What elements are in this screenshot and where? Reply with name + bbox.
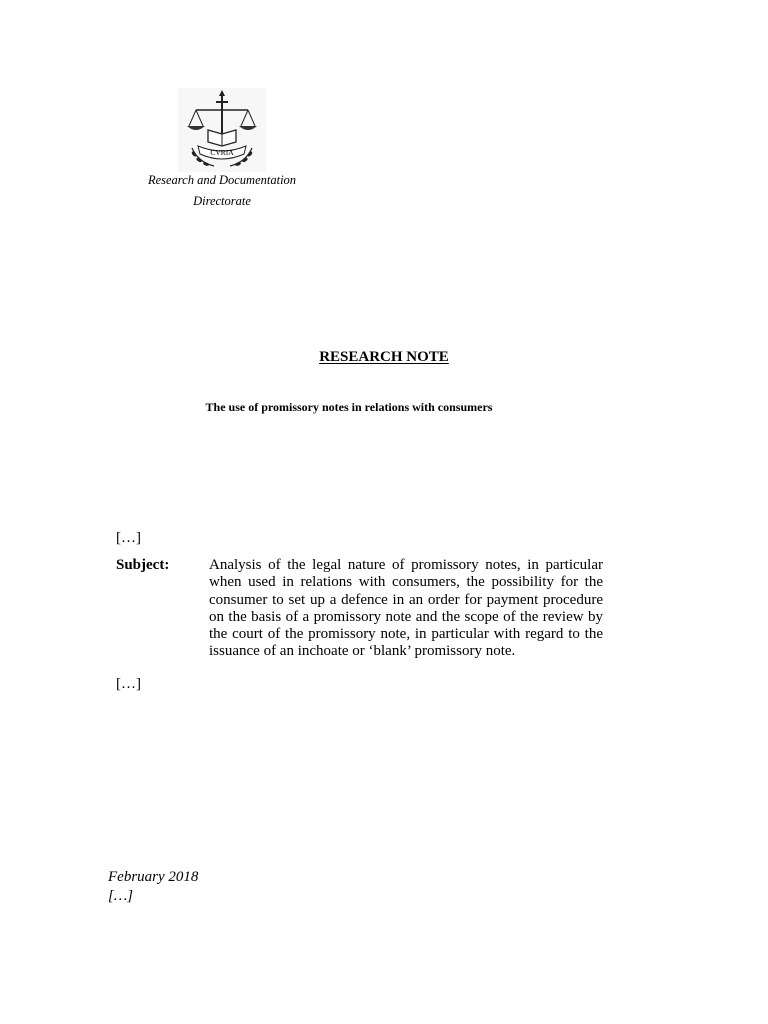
- logo-text: CVRIA: [210, 148, 234, 157]
- document-date: February 2018: [108, 869, 199, 885]
- cvria-logo: [178, 88, 266, 172]
- document-subtitle: The use of promissory notes in relations with consumers: [205, 400, 493, 414]
- document-title: RESEARCH NOTE: [319, 349, 449, 365]
- subject-text: Analysis of the legal nature of promissory notes, in particular when used in relations with consumers, the possibility for the consumer to set up a defence in an order for payment procedure on the basis of a promissory note and the scope of the review by the court of the promissory note, in particular with regard to the issuance of an inchoate or ‘blank’ promissory note.: [209, 557, 603, 660]
- redaction-ellipsis-bottom: […]: [116, 676, 141, 692]
- subject-label: Subject:: [116, 557, 170, 573]
- scales-of-justice-icon: [178, 88, 266, 172]
- footer-ellipsis: […]: [108, 888, 134, 904]
- redaction-ellipsis-top: […]: [116, 530, 141, 546]
- directorate-line-2: Directorate: [193, 194, 251, 208]
- directorate-line-1: Research and Documentation: [147, 173, 297, 187]
